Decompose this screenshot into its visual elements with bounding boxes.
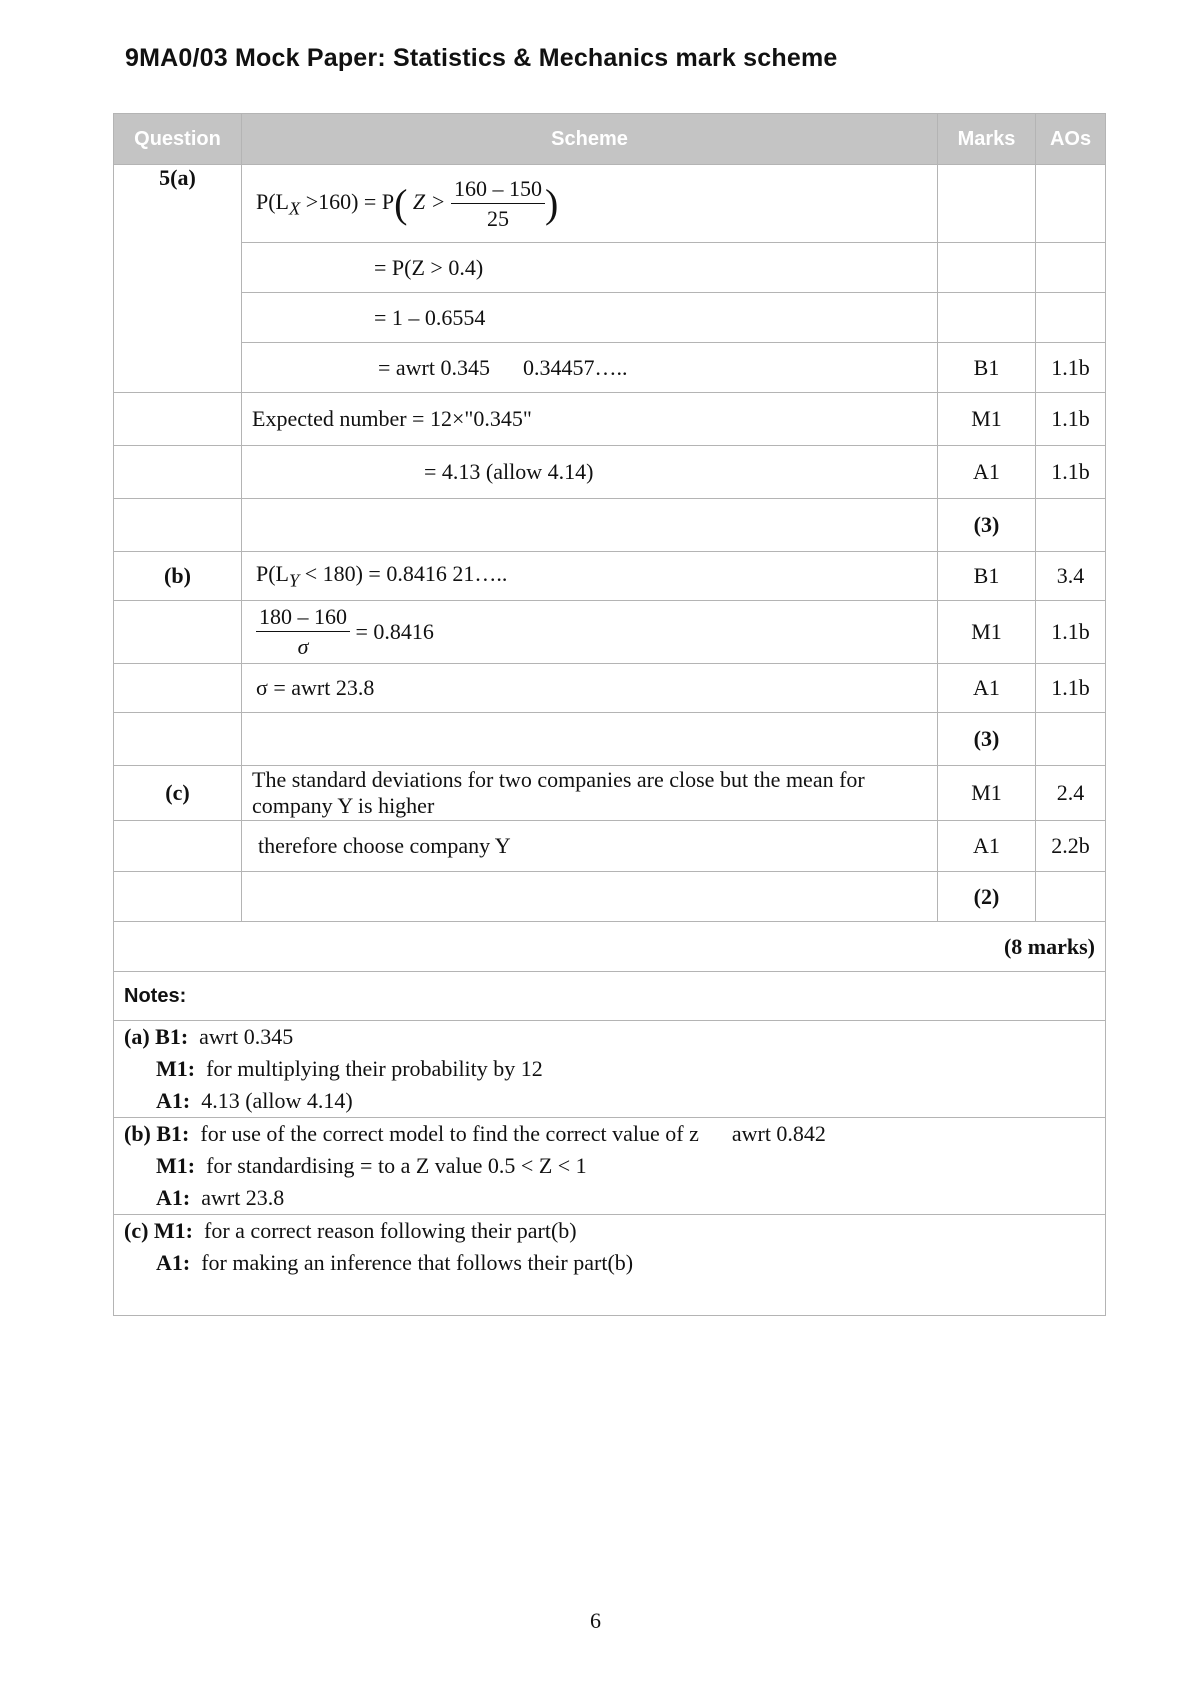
a1-sub: X [289, 197, 301, 218]
a1-mid: >160) = P [300, 188, 395, 214]
total-b: (3) [938, 713, 1036, 766]
note-b-b1: (b) B1: for use of the correct model to find the correct value of z awrt 0.842 [124, 1121, 826, 1146]
notes-row-a [114, 1021, 1106, 1118]
ao-c1: 2.4 [1036, 766, 1106, 821]
note-c-m1: (c) M1: for a correct reason following their part(b) [124, 1218, 577, 1243]
table-row [114, 601, 1106, 664]
b1-sub: Y [289, 570, 300, 591]
a1-lhs: P(L [256, 188, 289, 214]
mark-c2: A1 [938, 821, 1036, 872]
header-question: Question [114, 114, 242, 165]
mark-c1: M1 [938, 766, 1036, 821]
header-scheme: Scheme [242, 114, 938, 165]
question-c: (c) [114, 766, 242, 821]
ao-a6: 1.1b [1036, 446, 1106, 499]
question-5a: 5(a) [114, 165, 242, 393]
table-row [114, 446, 1106, 499]
open-paren: ( [394, 180, 408, 226]
b2-rest: = 0.8416 [355, 619, 434, 644]
table-header-row [114, 114, 1106, 165]
table-row [114, 713, 1106, 766]
fraction-a [451, 176, 545, 232]
table-row [114, 393, 1106, 446]
total-c: (2) [938, 872, 1036, 922]
note-c-a1: A1: for making an inference that follows their part(b) [156, 1250, 634, 1275]
note-b-a1: A1: awrt 23.8 [156, 1185, 285, 1210]
scheme-b-line2 [242, 601, 938, 664]
mark-a6: A1 [938, 446, 1036, 499]
page-number: 6 [590, 1608, 601, 1633]
note-a-b1: (a) B1: awrt 0.345 [124, 1024, 294, 1049]
header-aos: AOs [1036, 114, 1106, 165]
b1-rest: < 180) = 0.8416 21….. [299, 560, 508, 586]
notes-heading-row [114, 972, 1106, 1021]
note-b-m1: M1: for standardising = to a Z value 0.5 < Z < 1 [156, 1153, 587, 1178]
scheme-c-line2: therefore choose company Y [242, 821, 938, 872]
fraction-b [256, 604, 350, 660]
ao-c2: 2.2b [1036, 821, 1106, 872]
fraction-a-den: 25 [487, 205, 510, 231]
mark-b3: A1 [938, 664, 1036, 713]
table-row [114, 766, 1106, 821]
ao-a4: 1.1b [1036, 343, 1106, 393]
table-row [114, 243, 1106, 293]
mark-a4: B1 [938, 343, 1036, 393]
notes-row-c [114, 1215, 1106, 1316]
table-row [114, 343, 1106, 393]
overall-total: (8 marks) [114, 922, 1106, 972]
question-b: (b) [114, 552, 242, 601]
mark-scheme-table [113, 113, 1106, 1316]
table-row [114, 165, 1106, 243]
scheme-a-line1 [242, 165, 938, 243]
mark-a5: M1 [938, 393, 1036, 446]
scheme-a-line6: = 4.13 (allow 4.14) [242, 446, 938, 499]
fraction-b-den: σ [297, 634, 309, 659]
mark-b2: M1 [938, 601, 1036, 664]
a1-z: Z > [412, 188, 446, 214]
ao-a5: 1.1b [1036, 393, 1106, 446]
scheme-a-line3: = 1 – 0.6554 [242, 293, 938, 343]
scheme-c-line1: The standard deviations for two companies are close but the mean for company Y is higher [242, 766, 938, 821]
table-row [114, 552, 1106, 601]
note-a-a1: A1: 4.13 (allow 4.14) [156, 1088, 353, 1113]
fraction-a-num: 160 – 150 [451, 176, 545, 204]
scheme-a-line4: = awrt 0.345 0.34457….. [242, 343, 938, 393]
notes-row-b [114, 1118, 1106, 1215]
ao-b3: 1.1b [1036, 664, 1106, 713]
table-row [114, 664, 1106, 713]
scheme-a-line5: Expected number = 12×"0.345" [242, 393, 938, 446]
close-paren: ) [545, 180, 559, 226]
table-row [114, 293, 1106, 343]
table-row [114, 499, 1106, 552]
total-a: (3) [938, 499, 1036, 552]
scheme-b-line1 [242, 552, 938, 601]
scheme-b-line3: σ = awrt 23.8 [242, 664, 938, 713]
fraction-b-num: 180 – 160 [256, 604, 350, 632]
mark-b1: B1 [938, 552, 1036, 601]
document-title: 9MA0/03 Mock Paper: Statistics & Mechanics mark scheme [125, 44, 838, 72]
table-row [114, 872, 1106, 922]
ao-b2: 1.1b [1036, 601, 1106, 664]
table-row [114, 821, 1106, 872]
note-a-m1: M1: for multiplying their probability by 12 [156, 1056, 543, 1081]
b1-lhs: P(L [256, 560, 289, 586]
header-marks: Marks [938, 114, 1036, 165]
notes-heading: Notes: [114, 972, 1106, 1021]
table-row [114, 922, 1106, 972]
ao-b1: 3.4 [1036, 552, 1106, 601]
scheme-a-line2: = P(Z > 0.4) [242, 243, 938, 293]
